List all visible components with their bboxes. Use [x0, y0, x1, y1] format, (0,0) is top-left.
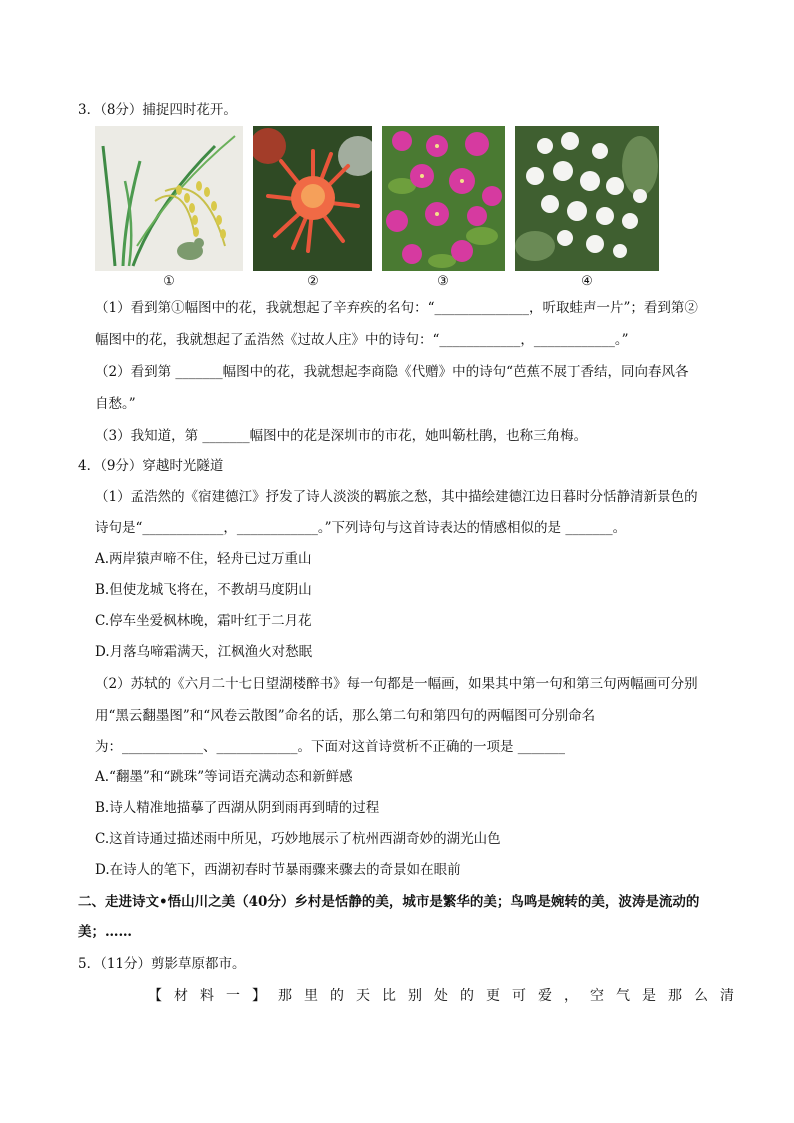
q4-part2-line3: 为：____________、____________。下面对这首诗赏析不正确的一项是 _______ [95, 739, 566, 755]
q3-part3: （3）我知道，第 _______幅图中的花是深圳市的市花，她叫簕杜鹃，也称三角梅。 [95, 428, 588, 444]
image-caption-2: ② [307, 274, 319, 289]
q4-part2-option-d: D.在诗人的笔下，西湖初春时节暴雨骤来骤去的奇景如在眼前 [95, 862, 461, 878]
section2-heading-line1: 二、走进诗文•悟山川之美（40分）乡村是恬静的美，城市是繁华的美；鸟鸣是婉转的美，波涛是流动的 [78, 894, 700, 910]
white-flowers-image [515, 126, 659, 271]
q4-part2-option-b: B.诗人精准地描摹了西湖从阴到雨再到晴的过程 [95, 800, 380, 816]
q4-title: 4．（9分）穿越时光隧道 [78, 458, 224, 474]
chrysanthemum-image [253, 126, 372, 271]
q4-part1-line2: 诗句是“____________，____________。”下列诗句与这首诗表达的情感相似的是 _______。 [95, 520, 627, 536]
q5-material1: 【材料一】那里的天比别处的更可爱，空气是那么清 [148, 988, 746, 1004]
q3-title: 3．（8分）捕捉四时花开。 [78, 102, 237, 118]
q4-part2-line2: 用“黑云翻墨图”和“风卷云散图”命名的话，那么第二句和第四句的两幅图可分别命名 [95, 708, 596, 724]
rice-frog-image [95, 126, 243, 271]
q3-part2-line2: 自愁。” [95, 396, 136, 412]
q3-part2-line1: （2）看到第 _______幅图中的花，我就想起李商隐《代赠》中的诗句“芭蕉不展丁香结，同向春风各 [95, 364, 689, 380]
q3-part1-line2: 幅图中的花，我就想起了孟浩然《过故人庄》中的诗句：“____________，____________。” [95, 332, 629, 348]
q4-option-c: C.停车坐爱枫林晚，霜叶红于二月花 [95, 613, 312, 629]
q4-part2-option-c: C.这首诗通过描述雨中所见，巧妙地展示了杭州西湖奇妙的湖光山色 [95, 831, 501, 847]
image-caption-3: ③ [437, 274, 449, 289]
q5-title: 5．（11分）剪影草原都市。 [78, 956, 246, 972]
image-caption-1: ① [163, 274, 175, 289]
image-caption-4: ④ [581, 274, 593, 289]
q4-option-d: D.月落乌啼霜满天，江枫渔火对愁眠 [95, 644, 313, 660]
q3-part1-line1: （1）看到第①幅图中的花，我就想起了辛弃疾的名句：“______________，听取蛙声一片”；看到第② [95, 300, 698, 316]
section2-heading-line2: 美；…… [78, 924, 132, 940]
bougainvillea-image [382, 126, 505, 271]
q4-part1-line1: （1）孟浩然的《宿建德江》抒发了诗人淡淡的羁旅之愁，其中描绘建德江边日暮时分恬静清新景色的 [95, 489, 698, 505]
q4-option-b: B.但使龙城飞将在，不教胡马度阴山 [95, 582, 312, 598]
q4-part2-option-a: A.“翻墨”和“跳珠”等词语充满动态和新鲜感 [95, 769, 353, 785]
q4-option-a: A.两岸猿声啼不住，轻舟已过万重山 [95, 551, 312, 567]
q4-part2-line1: （2）苏轼的《六月二十七日望湖楼醉书》每一句都是一幅画，如果其中第一句和第三句两幅画可分别 [95, 676, 698, 692]
